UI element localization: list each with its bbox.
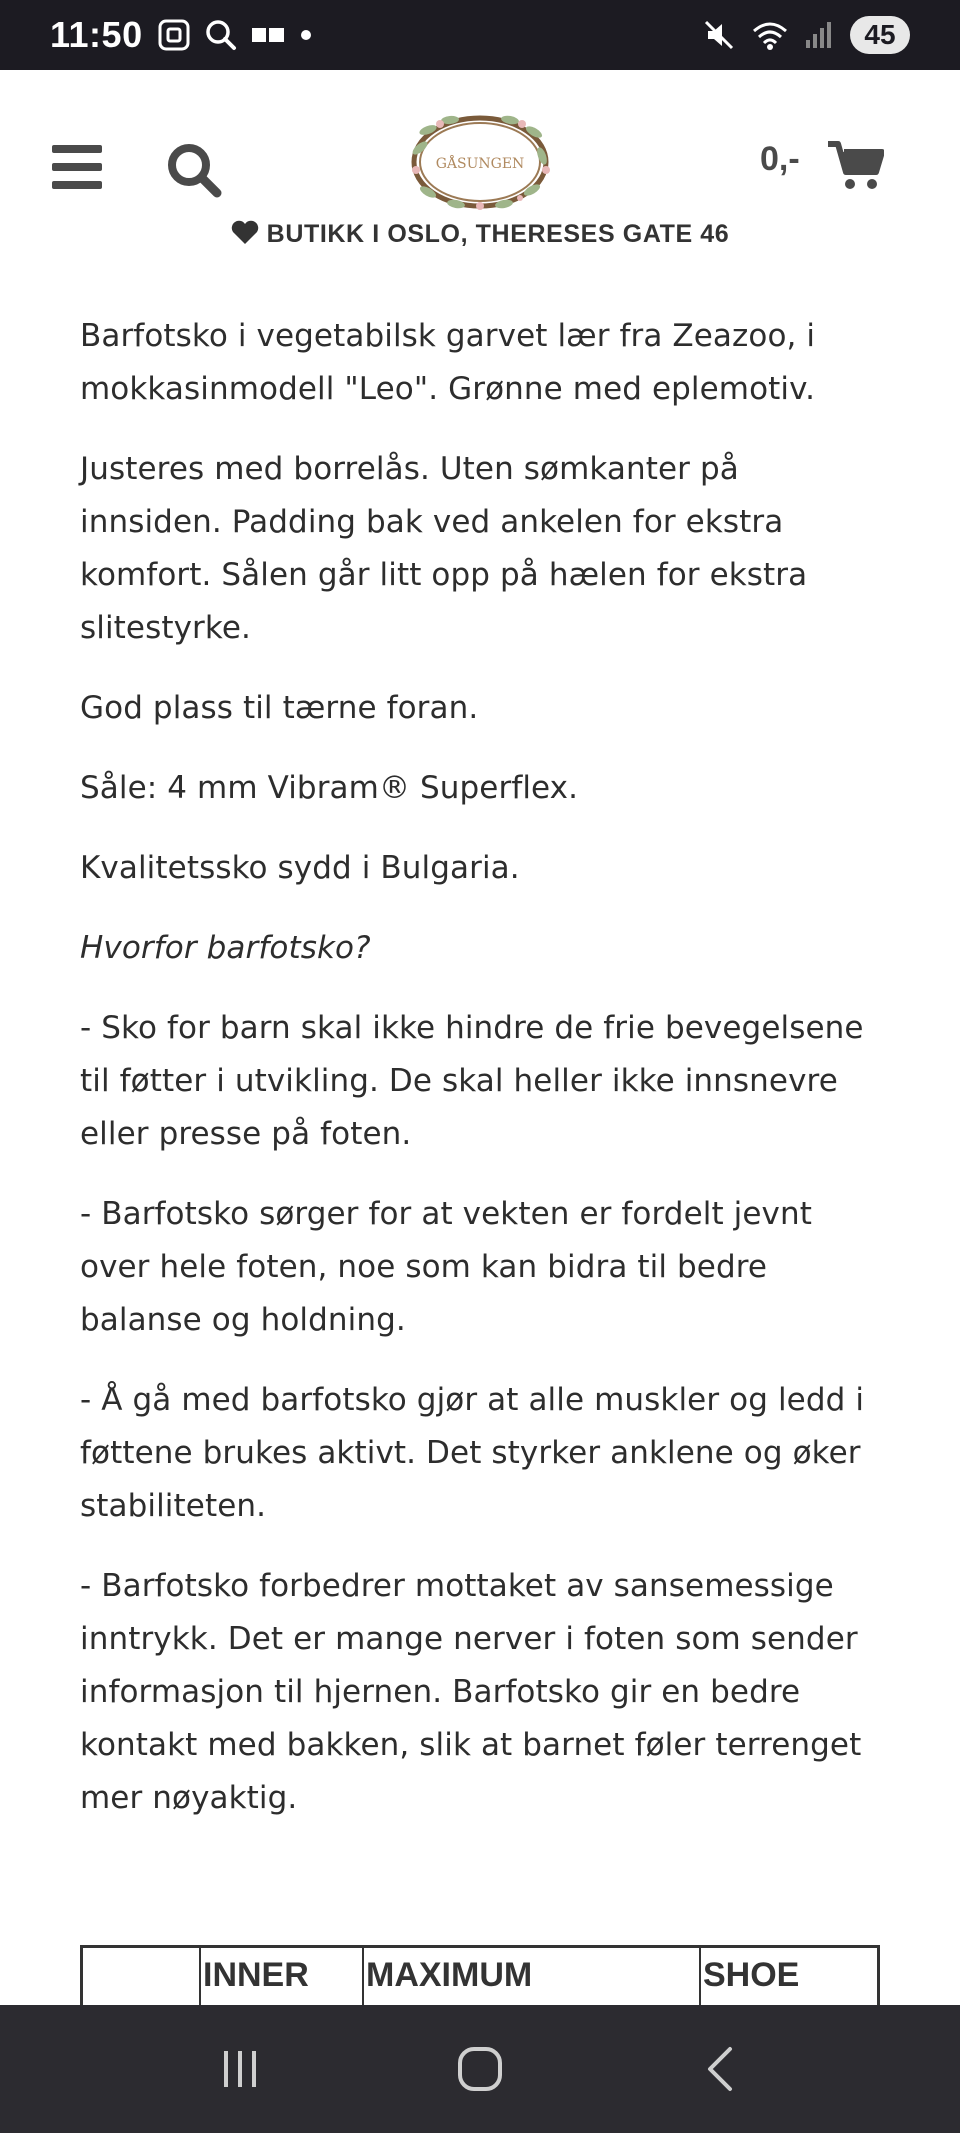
- status-bar-right: [702, 16, 910, 54]
- status-time: 11:50: [50, 14, 143, 55]
- menu-icon-bar: [52, 163, 102, 171]
- description-paragraph: God plass til tærne foran.: [80, 690, 479, 726]
- description-paragraph: Såle: 4 mm Vibram® Superflex.: [80, 770, 579, 806]
- site-header: [0, 70, 960, 270]
- status-bar-left: [50, 14, 313, 56]
- back-button[interactable]: [685, 2034, 755, 2104]
- logo-text: GÅSUNGEN: [435, 156, 525, 172]
- site-logo[interactable]: [400, 106, 560, 214]
- home-icon: [456, 2045, 504, 2093]
- heart-icon: [231, 220, 259, 245]
- screenshot-icon: [157, 18, 191, 52]
- cart-total[interactable]: 0,-: [760, 140, 800, 178]
- size-table-header: [83, 1948, 201, 2005]
- shop-address-text: BUTIKK I OSLO, THERESES GATE 46: [266, 220, 730, 248]
- size-table: [80, 1945, 880, 2005]
- wifi-icon: [752, 19, 788, 51]
- recent-apps-button[interactable]: [205, 2034, 275, 2104]
- menu-icon-bar: [52, 145, 102, 153]
- description-paragraph: - Barfotsko forbedrer mottaket av sansemessige inntrykk. Det er mange nerver i foten som sender informasjon til hjernen. Barfotsko gir en bedre kontakt med bakken, slik at barnet føler terrenget mer nøyaktig.: [80, 1568, 862, 1816]
- search-icon: [166, 142, 222, 198]
- description-paragraph: Barfotsko i vegetabilsk garvet lær fra Zeazoo, i mokkasinmodell "Leo". Grønne med eplemotiv.: [80, 318, 816, 407]
- search-button[interactable]: [166, 142, 222, 198]
- size-table-header: SHOE: [703, 1956, 800, 1994]
- shop-address[interactable]: [0, 220, 960, 249]
- wreath-logo-icon: [400, 106, 560, 214]
- status-bar: [0, 0, 960, 70]
- description-paragraph: Kvalitetssko sydd i Bulgaria.: [80, 850, 520, 886]
- battery-indicator: 45: [850, 16, 910, 54]
- home-button[interactable]: [445, 2034, 515, 2104]
- menu-button[interactable]: [52, 145, 102, 189]
- mute-icon: [702, 18, 736, 52]
- search-icon: [205, 19, 237, 51]
- size-table-header: INNER: [201, 1948, 364, 2005]
- description-paragraph: - Sko for barn skal ikke hindre de frie bevegelsene til føtter i utvikling. De skal heller ikke innsnevre eller presse på foten.: [80, 1010, 864, 1152]
- cart-button[interactable]: [826, 138, 884, 192]
- product-description: [80, 310, 890, 1852]
- size-table-header: MAXIMUM: [364, 1948, 701, 2005]
- menu-icon-bar: [52, 181, 102, 189]
- navigation-bar: [0, 2005, 960, 2133]
- media-icon: [251, 24, 285, 46]
- shopping-cart-icon: [826, 138, 884, 192]
- dot-icon: [299, 28, 313, 42]
- signal-icon: [804, 20, 834, 50]
- description-paragraph: - Å gå med barfotsko gjør at alle muskler og ledd i føttene brukes aktivt. Det styrker anklene og øker stabiliteten.: [80, 1382, 865, 1524]
- description-paragraph: - Barfotsko sørger for at vekten er fordelt jevnt over hele foten, noe som kan bidra til bedre balanse og holdning.: [80, 1196, 813, 1338]
- description-paragraph: Justeres med borrelås. Uten sømkanter på innsiden. Padding bak ved ankelen for ekstra komfort. Sålen går litt opp på hælen for ekstra slitestyrke.: [80, 451, 808, 646]
- back-icon: [700, 2045, 740, 2093]
- section-heading: Hvorfor barfotsko?: [80, 930, 371, 966]
- recent-apps-icon: [218, 2047, 262, 2091]
